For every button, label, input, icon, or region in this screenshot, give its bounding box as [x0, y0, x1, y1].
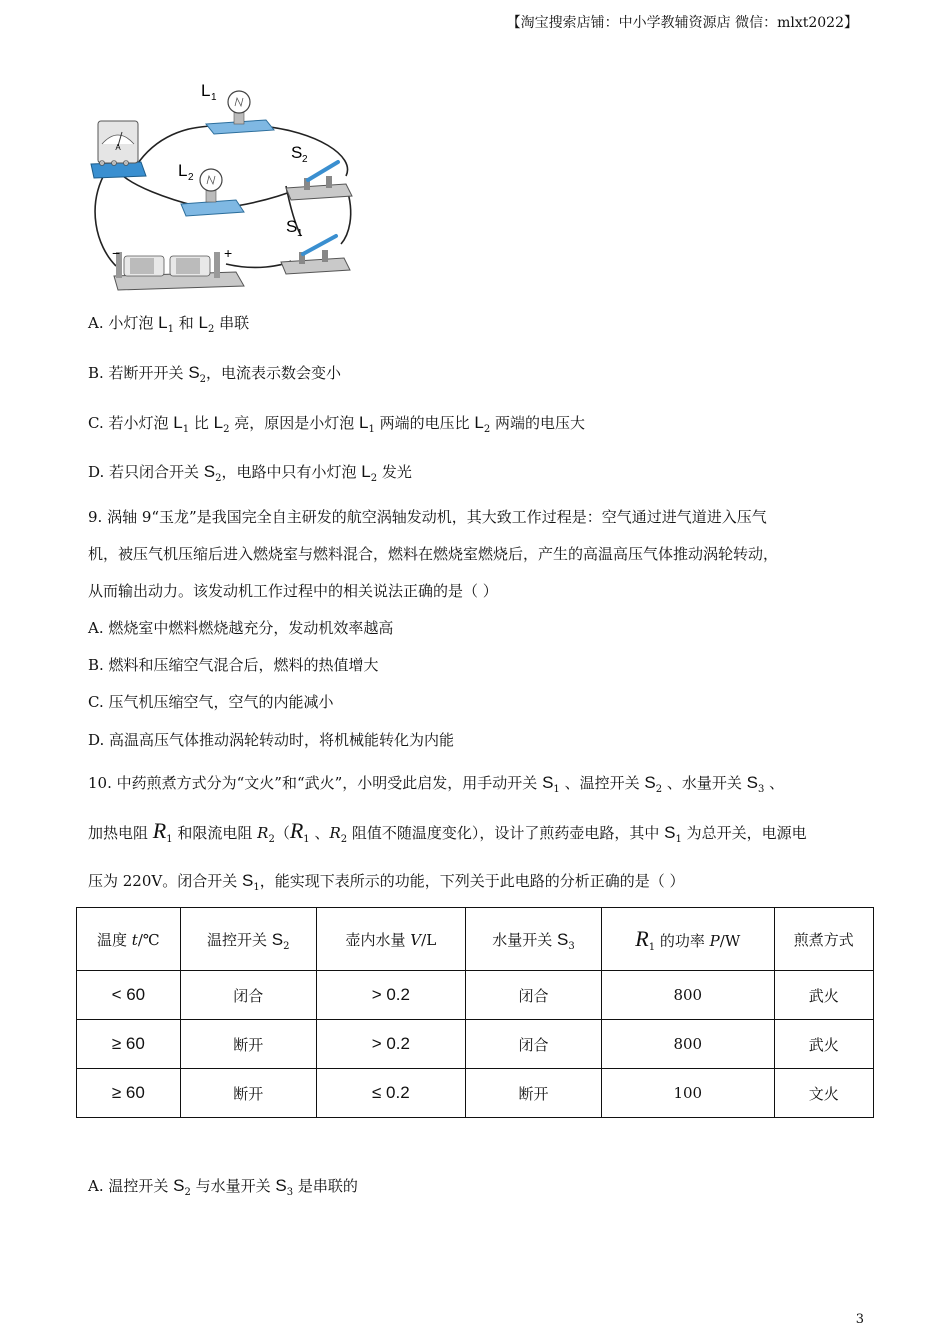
q10-stem-line3: 压为 220V。闭合开关 $S_1$，能实现下表所示的功能，下列关于此电路的分析正确的是（ ）	[88, 871, 685, 893]
table-row: < 60 闭合 > 0.2 闭合 800 武火	[77, 971, 874, 1020]
q10-stem-line2: 加热电阻 $R_1$ 和限流电阻 $R_2(R_1$ 、$R_2$ 阻值不随温度变化），设计了煎药壶电路，其中 $S_1$ 为总开关，电源电	[88, 818, 807, 845]
q9-option-b: B. 燃料和压缩空气混合后，燃料的热值增大	[88, 656, 379, 674]
q9-option-d: D. 高温高压气体推动涡轮转动时，将机械能转化为内能	[88, 731, 455, 749]
table-header-row	[77, 908, 874, 971]
header-cooking-mode: 煎煮方式	[774, 908, 873, 971]
svg-text:1: 1	[211, 92, 217, 103]
q9-stem-line1: 9. 涡轴 9“玉龙”是我国完全自主研发的航空涡轴发动机，其大致工作过程是：空气通过进气道进入压气	[88, 508, 767, 526]
function-table	[76, 907, 874, 1118]
table-row: ≥ 60 断开 > 0.2 闭合 800 武火	[77, 1020, 874, 1069]
q8-option-b: B. 若断开开关 $S_2$，电流表示数会变小	[88, 363, 342, 385]
header-r1-power: $R_1$ 的功率 P/W	[601, 908, 774, 971]
q10-stem-line1: 10. 中药煎煮方式分为“文火”和“武火”，小明受此启发，用手动开关 $S_1$ 、温控开关 $S_2$ 、水量开关 $S_3$ 、	[88, 773, 785, 795]
svg-text:2: 2	[188, 172, 194, 183]
svg-text:S: S	[291, 143, 303, 162]
ammeter-label: A	[115, 143, 121, 152]
q8-option-c: C. 若小灯泡 $L_1$ 比 $L_2$ 亮，原因是小灯泡 $L_1$ 两端的电压比 $L_2$ 两端的电压大	[88, 413, 586, 435]
svg-text:−: −	[112, 245, 121, 261]
q9-stem-line2: 机，被压气机压缩后进入燃烧室与燃料混合，燃料在燃烧室燃烧后，产生的高温高压气体推动涡轮转动，	[88, 545, 779, 563]
switch-s2-icon	[286, 162, 352, 200]
svg-text:+: +	[224, 245, 233, 261]
svg-text:1: 1	[297, 228, 303, 239]
page-header: 【淘宝搜索店铺：中小学教辅资源店 微信：mlxt2022】	[506, 15, 858, 31]
header-water-volume: 壶内水量 V/L	[316, 908, 465, 971]
q8-option-d: D. 若只闭合开关 $S_2$，电路中只有小灯泡 $L_2$ 发光	[88, 462, 412, 484]
q9-option-a: A. 燃烧室中燃料燃烧越充分，发动机效率越高	[88, 619, 394, 637]
q10-option-a: A. 温控开关 $S_2$ 与水量开关 $S_3$ 是串联的	[88, 1176, 358, 1198]
header-temp-switch: 温控开关 $S_2$	[180, 908, 316, 971]
table-row: ≥ 60 断开 ≤ 0.2 断开 100 文火	[77, 1069, 874, 1118]
circuit-figure	[86, 76, 366, 292]
page-number: 3	[855, 1312, 864, 1327]
header-temperature: 温度 t/℃	[77, 908, 181, 971]
q9-option-c: C. 压气机压缩空气，空气的内能减小	[88, 693, 334, 711]
svg-text:L: L	[178, 161, 188, 180]
switch-s1-icon	[281, 236, 350, 274]
svg-text:2: 2	[302, 154, 308, 165]
q9-stem-line3: 从而输出动力。该发动机工作过程中的相关说法正确的是（ ）	[88, 582, 498, 600]
q8-option-a: A. 小灯泡 $L_1$ 和 $L_2$ 串联	[88, 313, 250, 335]
svg-text:S: S	[286, 217, 298, 236]
svg-text:L: L	[201, 81, 211, 100]
header-water-switch: 水量开关 $S_3$	[465, 908, 601, 971]
